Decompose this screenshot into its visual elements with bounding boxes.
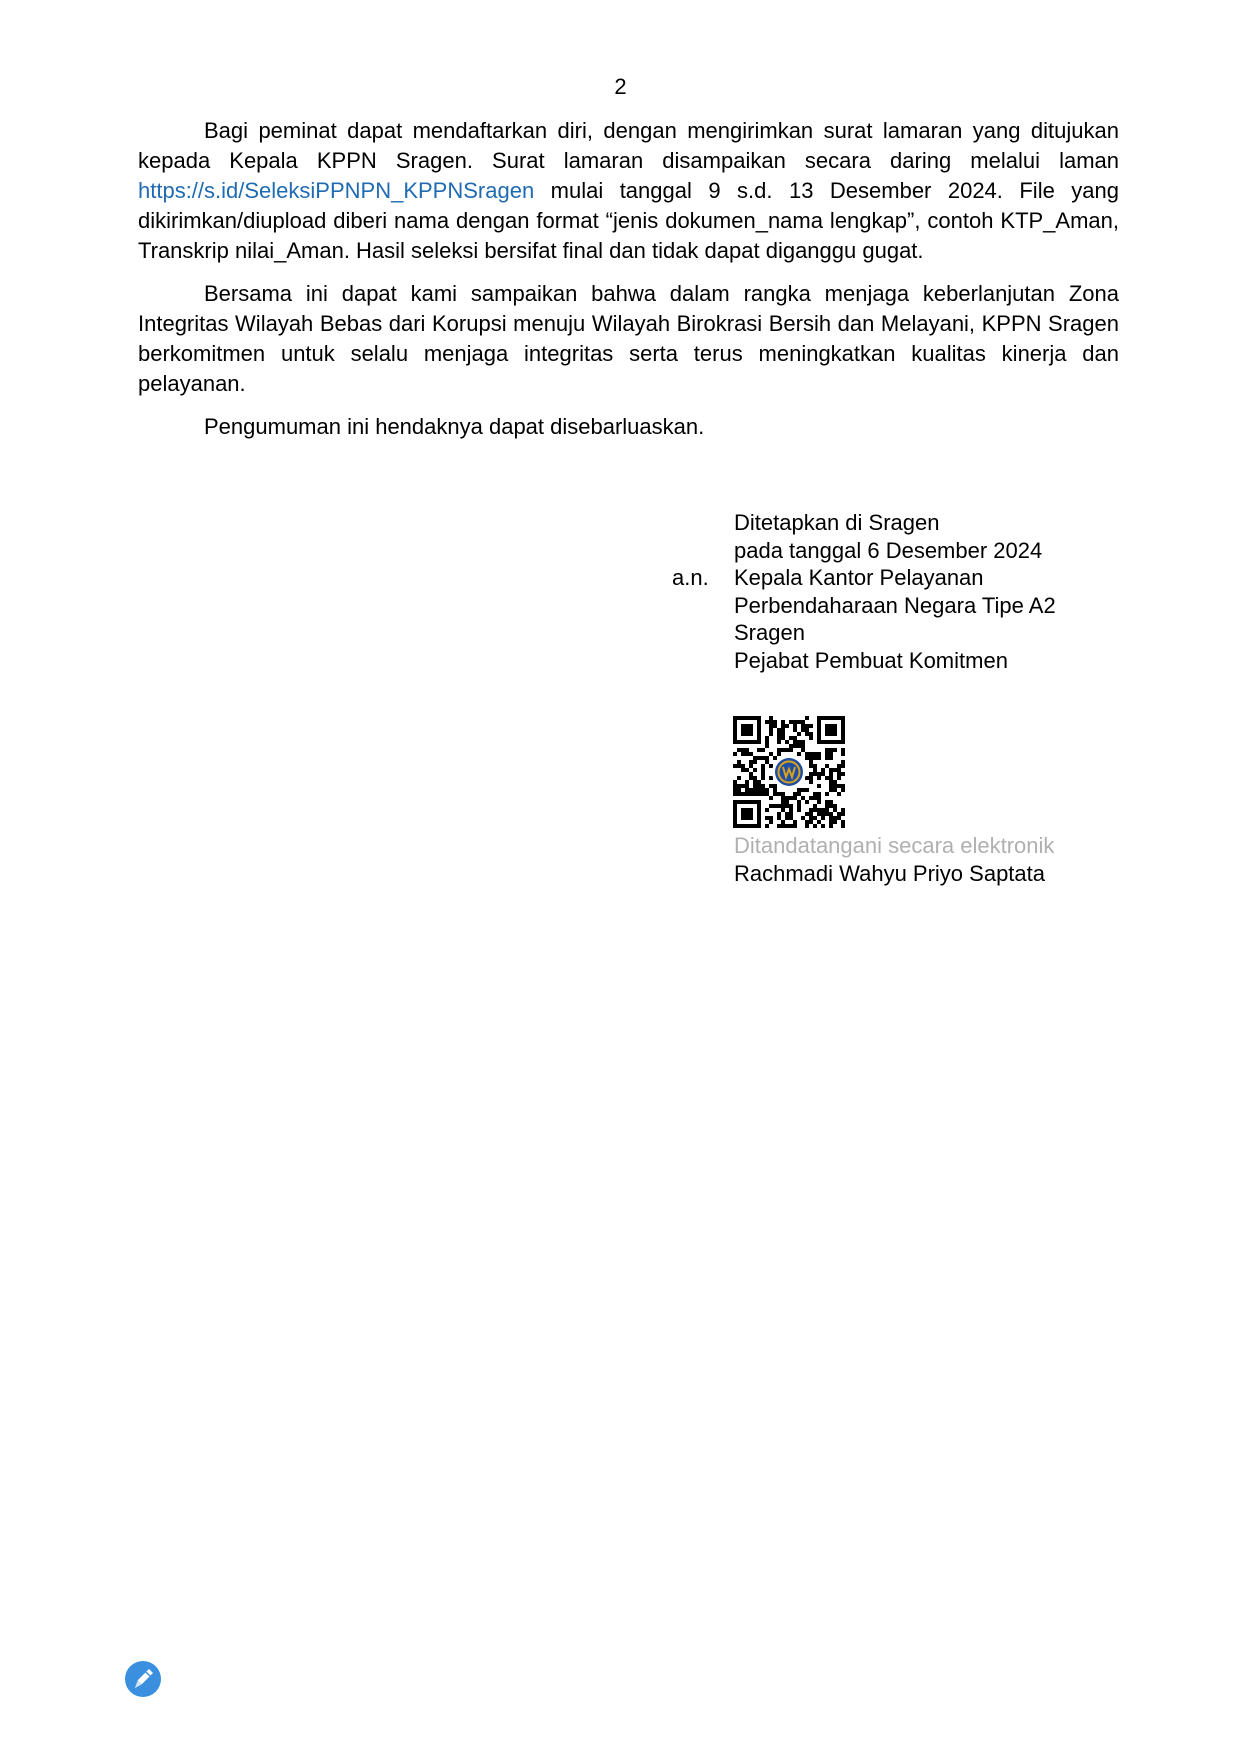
paragraph-closing: Pengumuman ini hendaknya dapat disebarluaskan.: [204, 414, 705, 439]
signature-title-line-1: Kepala Kantor Pelayanan: [734, 565, 984, 590]
paragraph-integrity: Bersama ini dapat kami sampaikan bahwa dalam rangka menjaga keberlanjutan Zona Integritas Wilayah Bebas dari Korupsi menuju Wilayah Birokrasi Bersih dan Melayani, KPPN Sragen berkomitmen untuk selalu menjaga integritas serta terus meningkatkan kualitas kinerja dan pelayanan.: [138, 281, 1119, 396]
qr-code-icon: [733, 716, 845, 828]
signature-position: Pejabat Pembuat Komitmen: [734, 647, 1008, 673]
paragraph-registration: [138, 116, 1119, 266]
edit-pen-icon: [124, 1660, 162, 1698]
electronic-signature-note: Ditandatangani secara elektronik: [734, 833, 1055, 858]
signature-title-line-2: Perbendaharaan Negara Tipe A2: [734, 592, 1056, 618]
registration-link[interactable]: https://s.id/SeleksiPPNPN_KPPNSragen: [138, 178, 535, 203]
signature-block: [672, 509, 1092, 674]
signer-name: Rachmadi Wahyu Priyo Saptata: [734, 861, 1045, 886]
page-number: 2: [614, 74, 627, 99]
signature-place: Ditetapkan di Sragen: [734, 510, 940, 535]
paragraph-registration-text-2: mulai tanggal 9 s.d. 13 Desember 2024. File yang dikirimkan/diupload diberi nama dengan format “jenis dokumen_nama lengkap”, contoh KTP_Aman, Transkrip nilai_Aman. Hasil seleksi bersifat final dan tidak dapat diganggu gugat.: [138, 178, 1119, 263]
signature-date: pada tanggal 6 Desember 2024: [734, 537, 1043, 563]
paragraph-registration-text-1: Bagi peminat dapat mendaftarkan diri, dengan mengirimkan surat lamaran yang ditujukan kepada Kepala KPPN Sragen. Surat lamaran disampaikan secara daring melalui laman: [138, 118, 1119, 173]
signature-an-prefix: a.n.: [672, 565, 709, 590]
announcement-body: [138, 116, 1119, 455]
signature-title-line-3: Sragen: [734, 620, 805, 645]
